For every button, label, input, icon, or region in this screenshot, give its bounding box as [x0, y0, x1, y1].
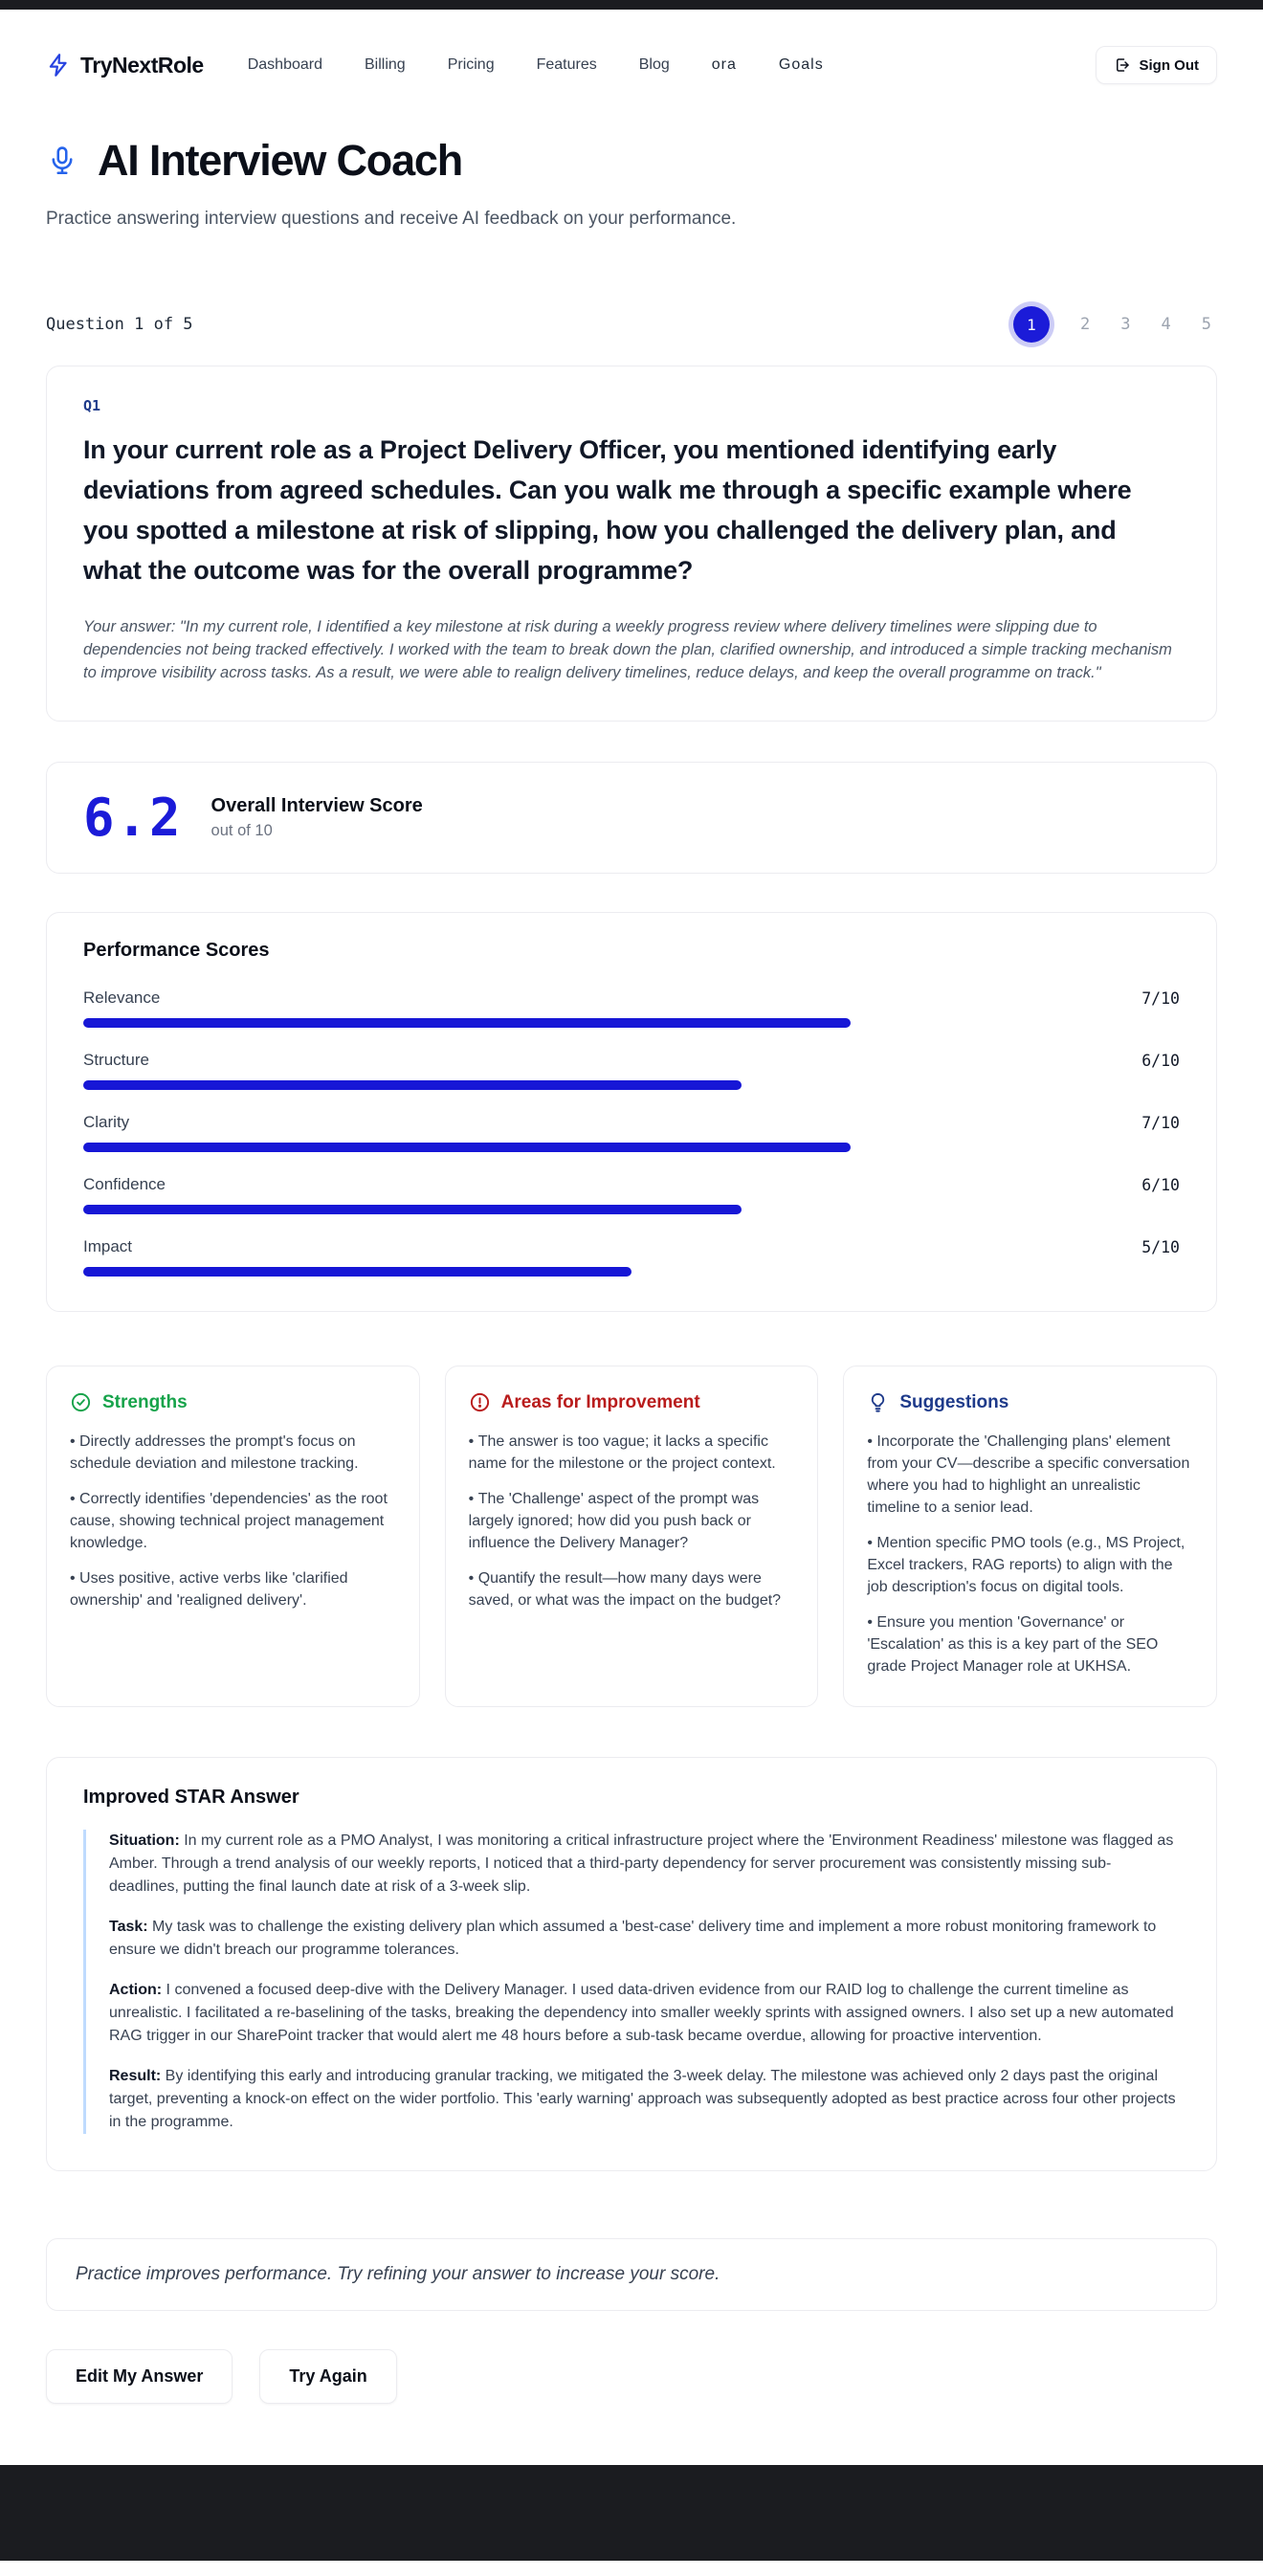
microphone-icon: [46, 144, 78, 177]
nav-item-goals[interactable]: Goals: [778, 56, 824, 73]
star-section-text: I convened a focused deep-dive with the Delivery Manager. I used data-driven evidence from our RAID log to challenge the current timeline as unrealistic. I facilitated a re-baselining of the tasks, breaking the dependency into smaller weekly sprints with assigned owners. I also set up a new automated RAG trigger in our SharePoint tracker that would alert me 48 hours before a sub-task became overdue, allowing for proactive intervention.: [109, 1982, 1174, 2044]
action-buttons: [46, 2349, 1217, 2404]
metric-row-relevance: [83, 988, 1180, 1028]
check-circle-icon: [70, 1391, 92, 1413]
strengths-list: [70, 1431, 396, 1611]
progress-row: [46, 306, 1217, 343]
metric-row-structure: [83, 1051, 1180, 1090]
star-situation: [109, 1830, 1180, 1899]
feedback-columns: [46, 1366, 1217, 1707]
list-item: • Ensure you mention 'Governance' or 'Escalation' as this is a key part of the SEO grade Project Manager role at UKHSA.: [867, 1611, 1193, 1677]
metric-bar: [83, 1080, 742, 1090]
overall-score-label: Overall Interview Score: [210, 795, 423, 816]
question-card: [46, 366, 1217, 722]
star-answer-card: [46, 1757, 1217, 2171]
question-text: In your current role as a Project Delivery Officer, you mentioned identifying early deviations from agreed schedules. Can you walk me through a specific example where you spotted a milestone at risk of slipping, how you challenged the delivery plan, and what the outcome was for the overall programme?: [83, 435, 1132, 585]
list-item: • Correctly identifies 'dependencies' as the root cause, showing technical project management knowledge.: [70, 1488, 396, 1554]
strengths-title: Strengths: [102, 1391, 188, 1412]
metric-bar: [83, 1143, 851, 1152]
try-again-button[interactable]: Try Again: [259, 2349, 396, 2404]
page-subtitle: Practice answering interview questions and receive AI feedback on your performance.: [46, 209, 737, 229]
metric-label: Confidence: [83, 1175, 166, 1193]
overall-score-value: 6.2: [83, 788, 183, 848]
overall-score-sublabel: out of 10: [210, 822, 273, 839]
nav-item-ora[interactable]: ora: [711, 56, 737, 73]
sign-out-button[interactable]: [1096, 46, 1218, 84]
metric-bar: [83, 1018, 851, 1028]
nav-links: [248, 56, 824, 74]
sign-out-label: Sign Out: [1139, 56, 1199, 74]
list-item: • Quantify the result—how many days were saved, or what was the impact on the budget?: [469, 1567, 795, 1611]
star-action: [109, 1979, 1180, 2048]
question-tag: Q1: [83, 397, 101, 414]
alert-circle-icon: [469, 1391, 491, 1413]
pager-dot-5[interactable]: 5: [1201, 315, 1211, 334]
pager-dot-2[interactable]: 2: [1080, 315, 1091, 334]
nav-item-pricing[interactable]: Pricing: [447, 56, 495, 73]
improvements-title: Areas for Improvement: [500, 1391, 700, 1412]
metric-row-clarity: [83, 1113, 1180, 1152]
list-item: • The answer is too vague; it lacks a specific name for the milestone or the project context.: [469, 1431, 795, 1475]
improvements-list: [469, 1431, 795, 1611]
star-result: [109, 2065, 1180, 2134]
star-task: [109, 1916, 1180, 1962]
logout-icon: [1114, 56, 1131, 74]
star-answer-title: Improved STAR Answer: [83, 1787, 299, 1808]
lightbulb-icon: [867, 1391, 889, 1413]
star-answer-block: [83, 1830, 1180, 2134]
lightning-bolt-logo-icon: [46, 53, 71, 78]
pager-dot-4[interactable]: 4: [1161, 315, 1171, 334]
metric-value: 6/10: [1141, 1175, 1180, 1194]
suggestions-title: Suggestions: [899, 1391, 1009, 1412]
metric-label: Relevance: [83, 988, 161, 1007]
metric-bar: [83, 1267, 632, 1277]
strengths-card: [46, 1366, 420, 1707]
question-progress-label: Question 1 of 5: [46, 315, 193, 334]
nav-item-blog[interactable]: Blog: [638, 56, 670, 73]
overall-score-text: [211, 795, 423, 840]
nav-item-features[interactable]: Features: [536, 56, 597, 73]
metric-label: Structure: [83, 1051, 149, 1069]
edit-answer-button[interactable]: Edit My Answer: [46, 2349, 233, 2404]
overall-score-card: [46, 762, 1217, 874]
top-nav: [46, 10, 1217, 84]
suggestions-list: [867, 1431, 1193, 1677]
star-section-label: Result:: [109, 2068, 162, 2084]
performance-scores-card: [46, 912, 1217, 1312]
page-header: [46, 136, 1217, 186]
star-section-label: Situation:: [109, 1832, 180, 1849]
brand[interactable]: [46, 53, 204, 78]
user-answer-text: Your answer: "In my current role, I identified a key milestone at risk during a weekly progress review where delivery timelines were slipping due to dependencies not being tracked effectively. I worked with the team to break down the plan, clarified ownership, and introduced a simple tracking mechanism to improve visibility across tasks. As a result, we were able to realign delivery timelines, reduce delays, and keep the overall programme on track.": [83, 618, 1172, 681]
suggestions-card: [843, 1366, 1217, 1707]
nav-item-dashboard[interactable]: Dashboard: [247, 56, 322, 73]
nav-item-billing[interactable]: Billing: [365, 56, 406, 73]
page-title: AI Interview Coach: [98, 136, 463, 185]
performance-scores-title: Performance Scores: [83, 940, 270, 961]
metric-row-impact: [83, 1237, 1180, 1277]
pager-dot-3[interactable]: 3: [1120, 315, 1131, 334]
top-strip: [0, 0, 1263, 10]
metric-label: Clarity: [83, 1113, 130, 1131]
metric-value: 7/10: [1141, 988, 1180, 1008]
list-item: • Incorporate the 'Challenging plans' element from your CV—describe a specific conversation where you had to highlight an unrealistic timeline to a senior lead.: [867, 1431, 1193, 1519]
footer: [0, 2465, 1263, 2561]
question-pager: [1013, 306, 1217, 343]
brand-name: TryNextRole: [80, 52, 204, 78]
star-section-label: Task:: [109, 1919, 148, 1935]
metric-label: Impact: [83, 1237, 133, 1255]
star-section-text: In my current role as a PMO Analyst, I was monitoring a critical infrastructure project where the 'Environment Readiness' milestone was flagged as Amber. Through a trend analysis of our weekly reports, I noticed that a third-party dependency for server procurement was consistently missing sub-deadlines, putting the final launch date at risk of a 3-week slip.: [109, 1832, 1174, 1895]
metric-value: 7/10: [1141, 1113, 1180, 1132]
list-item: • Uses positive, active verbs like 'clarified ownership' and 'realigned delivery'.: [70, 1567, 396, 1611]
list-item: • Mention specific PMO tools (e.g., MS Project, Excel trackers, RAG reports) to align with the job description's focus on digital tools.: [867, 1532, 1193, 1598]
practice-note: Practice improves performance. Try refining your answer to increase your score.: [46, 2238, 1217, 2311]
page: [0, 10, 1263, 2404]
metric-value: 6/10: [1141, 1051, 1180, 1070]
metric-bar: [83, 1205, 742, 1214]
star-section-label: Action:: [109, 1982, 163, 1998]
star-section-text: By identifying this early and introducing granular tracking, we mitigated the 3-week delay. The milestone was achieved only 2 days past the original target, preventing a knock-on effect on the wider portfolio. This 'early warning' approach was subsequently adopted as best practice across four other projects in the programme.: [109, 2068, 1176, 2130]
pager-dot-1[interactable]: 1: [1013, 306, 1050, 343]
list-item: • The 'Challenge' aspect of the prompt was largely ignored; how did you push back or influence the Delivery Manager?: [469, 1488, 795, 1554]
metric-value: 5/10: [1141, 1237, 1180, 1256]
star-section-text: My task was to challenge the existing delivery plan which assumed a 'best-case' delivery time and implement a more robust monitoring framework to ensure we didn't breach our programme tolerances.: [109, 1919, 1157, 1958]
metric-row-confidence: [83, 1175, 1180, 1214]
improvements-card: [445, 1366, 819, 1707]
list-item: • Directly addresses the prompt's focus on schedule deviation and milestone tracking.: [70, 1431, 396, 1475]
